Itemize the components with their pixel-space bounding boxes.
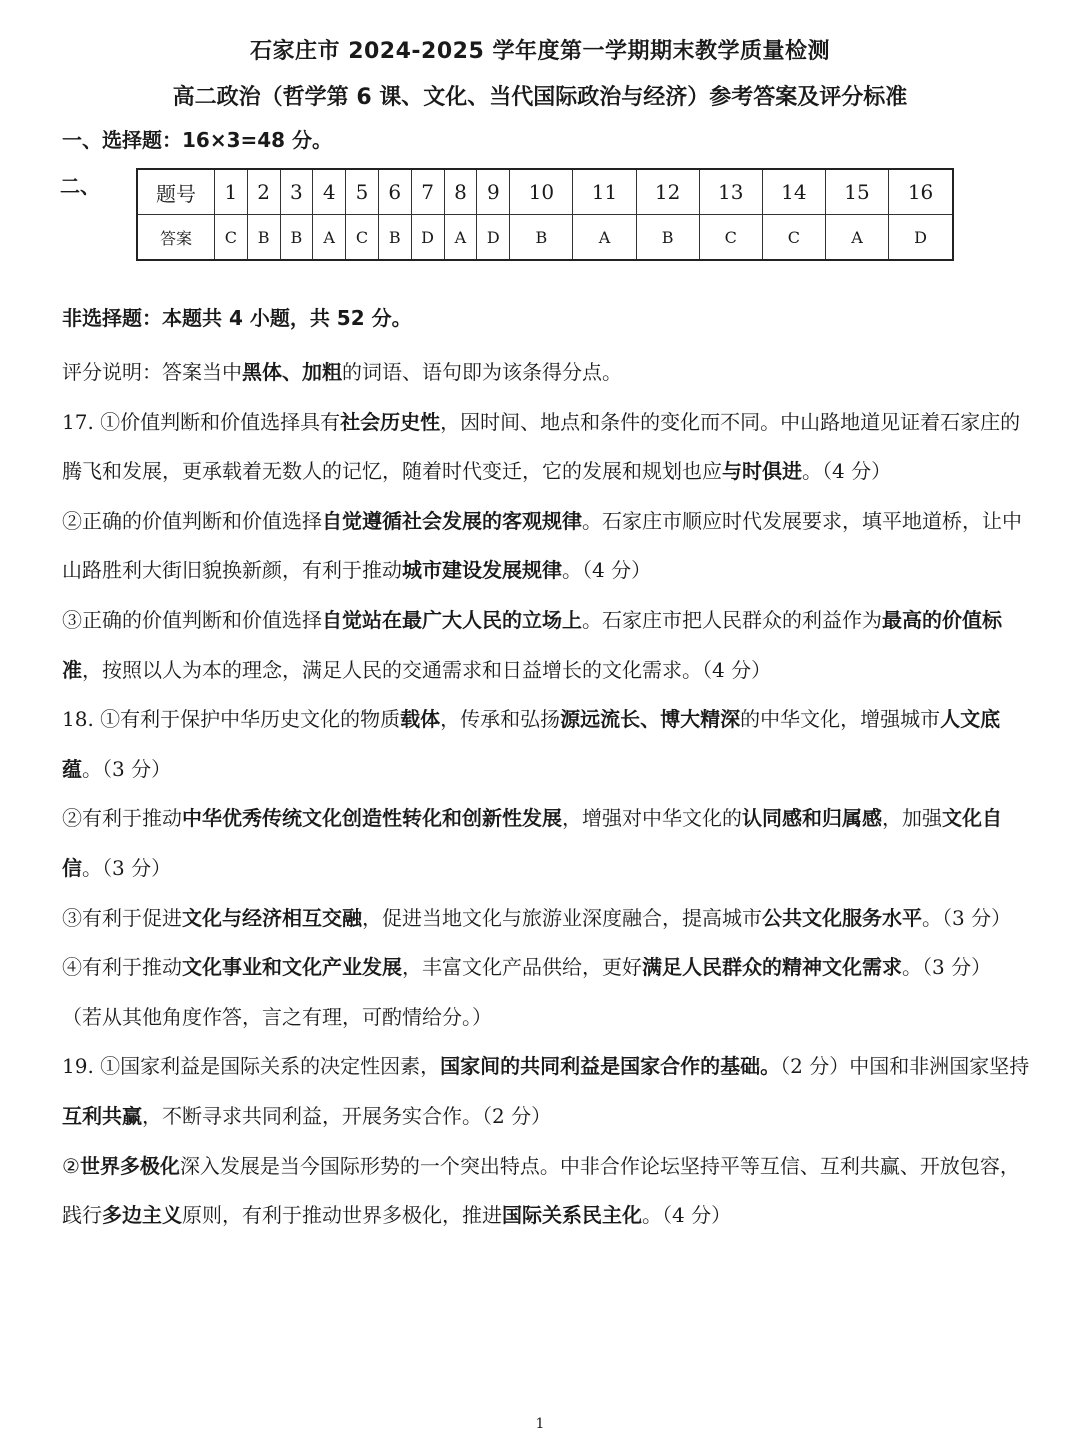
answer-cell: B (636, 215, 699, 261)
scoring-keyword: 人文底蕴 (62, 707, 1001, 781)
answer-text: 的词语、语句即为该条得分点。 (342, 360, 622, 384)
answer-text: ④有利于推动 (62, 955, 182, 980)
scoring-keyword: 国家间的共同利益是国家合作的基础。 (440, 1054, 781, 1079)
answer-cell: A (444, 215, 477, 261)
answer-table (136, 168, 954, 261)
answer-paragraph (62, 398, 1030, 497)
answer-text: 的中华文化，增强城市 (740, 707, 941, 732)
question-number-cell: 3 (280, 169, 313, 215)
answer-text: 18. ①有利于保护中华历史文化的物质 (62, 707, 401, 732)
answer-paragraph (62, 497, 1030, 596)
scoring-keyword: 文化事业和文化产业发展 (182, 955, 402, 980)
section-choice-heading: 一、选择题：16×3=48 分。 (62, 128, 333, 152)
answer-text: ② (62, 1153, 80, 1178)
section-two-label: 二、 (60, 174, 100, 198)
nonchoice-heading: 非选择题：本题共 4 小题，共 52 分。 (62, 306, 412, 330)
answer-text: ③正确的价值判断和价值选择 (62, 607, 322, 632)
scoring-keyword: 中华优秀传统文化创造性转化和创新性发展 (182, 806, 562, 831)
question-number-cell: 16 (889, 169, 953, 215)
question-number-cell: 15 (825, 169, 888, 215)
scoring-keyword: 国际关系民主化 (502, 1203, 642, 1228)
answer-text: 。（4 分） (562, 558, 652, 583)
answer-paragraph (62, 1142, 1030, 1241)
scoring-keyword: 世界多极化 (79, 1153, 180, 1178)
scoring-keyword: 互利共赢 (62, 1103, 142, 1128)
answer-text: 深入发展是当今国际形势的一个突出特点。中非合作论坛坚持平等互信、互利共赢、开放包容，践行 (62, 1153, 1020, 1228)
scoring-keyword: 与时俱进 (722, 459, 802, 484)
scoring-keyword: 社会历史性 (340, 409, 441, 434)
answer-cell: B (280, 215, 313, 261)
question-number-cell: 6 (378, 169, 411, 215)
document-title: 石家庄市 2024-2025 学年度第一学期期末教学质量检测 (250, 39, 830, 64)
answer-text: ，丰富文化产品供给，更好 (402, 955, 642, 980)
answer-cell: A (573, 215, 636, 261)
answer-text: ，因时间、地点和条件的变化而不同。中山路地道见证着石家庄的腾飞和发展，更承载着无数人的记忆，随着时代变迁，它的发展和规划也应 (62, 409, 1021, 484)
answer-cell: B (510, 215, 573, 261)
answer-paragraph (62, 596, 1030, 695)
scoring-keyword: 自觉遵循社会发展的客观规律 (322, 508, 582, 533)
question-number-cell: 1 (215, 169, 248, 215)
answer-text: ，不断寻求共同利益，开展务实合作。（2 分） (142, 1103, 552, 1128)
answer-text: 。（3 分） (902, 955, 992, 980)
question-number-cell: 4 (313, 169, 346, 215)
answer-text: 。（3 分） (82, 855, 172, 880)
answer-text: 原则，有利于推动世界多极化，推进 (182, 1203, 502, 1228)
answer-text: ，增强对中华文化的 (562, 806, 742, 831)
answer-text: 。石家庄市把人民群众的利益作为 (582, 607, 882, 632)
answer-paragraph (62, 794, 1030, 893)
question-number-cell: 5 (346, 169, 379, 215)
question-number-cell: 2 (247, 169, 280, 215)
answer-text: ，加强 (882, 806, 942, 831)
question-number-cell: 8 (444, 169, 477, 215)
answer-cell: B (247, 215, 280, 261)
answer-paragraph (62, 348, 1030, 398)
answer-text: 。（4 分） (642, 1203, 732, 1228)
question-number-cell: 12 (636, 169, 699, 215)
answer-paragraph (62, 894, 1030, 944)
answer-cell: D (411, 215, 444, 261)
scoring-keyword: 公共文化服务水平 (762, 905, 922, 930)
answer-paragraph (62, 993, 1030, 1043)
answer-cell: D (477, 215, 510, 261)
answer-text: 。（3 分） (922, 905, 1012, 930)
scoring-keyword: 最高的价值标准 (62, 607, 1002, 682)
answer-text: 。（3 分） (82, 756, 172, 781)
scoring-keyword: 多边主义 (102, 1203, 182, 1228)
answer-cell: D (889, 215, 953, 261)
answer-text: （2 分）中国和非洲国家坚持 (780, 1054, 1030, 1079)
question-number-header: 题号 (137, 169, 215, 215)
answer-body (62, 348, 1030, 1241)
answer-text: 。石家庄市顺应时代发展要求，填平地道桥，让中山路胜利大街旧貌换新颜，有利于推动 (62, 508, 1022, 583)
answer-text: ，按照以人为本的理念，满足人民的交通需求和日益增长的文化需求。（4 分） (82, 657, 772, 682)
answer-cell: C (215, 215, 248, 261)
answer-paragraph (62, 695, 1030, 794)
answer-header: 答案 (137, 215, 215, 261)
answer-text: （若从其他角度作答，言之有理，可酌情给分。） (62, 1004, 492, 1029)
answer-text: 19. ①国家利益是国际关系的决定性因素， (62, 1054, 441, 1079)
scoring-keyword: 文化自信 (62, 806, 1002, 880)
answer-paragraph (62, 1042, 1030, 1141)
question-number-cell: 10 (510, 169, 573, 215)
answer-paragraph (62, 943, 1030, 993)
scoring-keyword: 满足人民群众的精神文化需求 (642, 955, 902, 980)
question-number-cell: 9 (477, 169, 510, 215)
answer-cell: C (699, 215, 762, 261)
question-number-cell: 13 (699, 169, 762, 215)
question-number-cell: 7 (411, 169, 444, 215)
answer-text: ②有利于推动 (62, 806, 182, 831)
answer-cell: A (825, 215, 888, 261)
question-number-cell: 11 (573, 169, 636, 215)
answer-text: ②正确的价值判断和价值选择 (62, 508, 322, 533)
scoring-keyword: 文化与经济相互交融 (182, 905, 362, 930)
answer-text: 评分说明：答案当中 (62, 360, 242, 384)
scoring-keyword: 黑体、加粗 (242, 360, 342, 384)
answer-row (137, 215, 953, 261)
page-number: 1 (535, 1416, 545, 1432)
question-number-cell: 14 (762, 169, 825, 215)
answer-text: ，促进当地文化与旅游业深度融合，提高城市 (362, 905, 762, 930)
document-subtitle: 高二政治（哲学第 6 课、文化、当代国际政治与经济）参考答案及评分标准 (172, 85, 908, 110)
answer-cell: C (762, 215, 825, 261)
answer-cell: A (313, 215, 346, 261)
answer-text: ③有利于促进 (62, 905, 182, 930)
question-number-row (137, 169, 953, 215)
scoring-keyword: 认同感和归属感 (742, 806, 882, 831)
answer-text: 。（4 分） (802, 459, 892, 484)
answer-text: ，传承和弘扬 (440, 707, 561, 732)
answer-cell: C (346, 215, 379, 261)
scoring-keyword: 源远流长、博大精深 (560, 707, 741, 732)
scoring-keyword: 自觉站在最广大人民的立场上 (322, 607, 582, 632)
answer-text: 17. ①价值判断和价值选择具有 (62, 409, 341, 434)
answer-cell: B (378, 215, 411, 261)
scoring-keyword: 城市建设发展规律 (402, 558, 562, 583)
scoring-keyword: 载体 (400, 707, 441, 732)
